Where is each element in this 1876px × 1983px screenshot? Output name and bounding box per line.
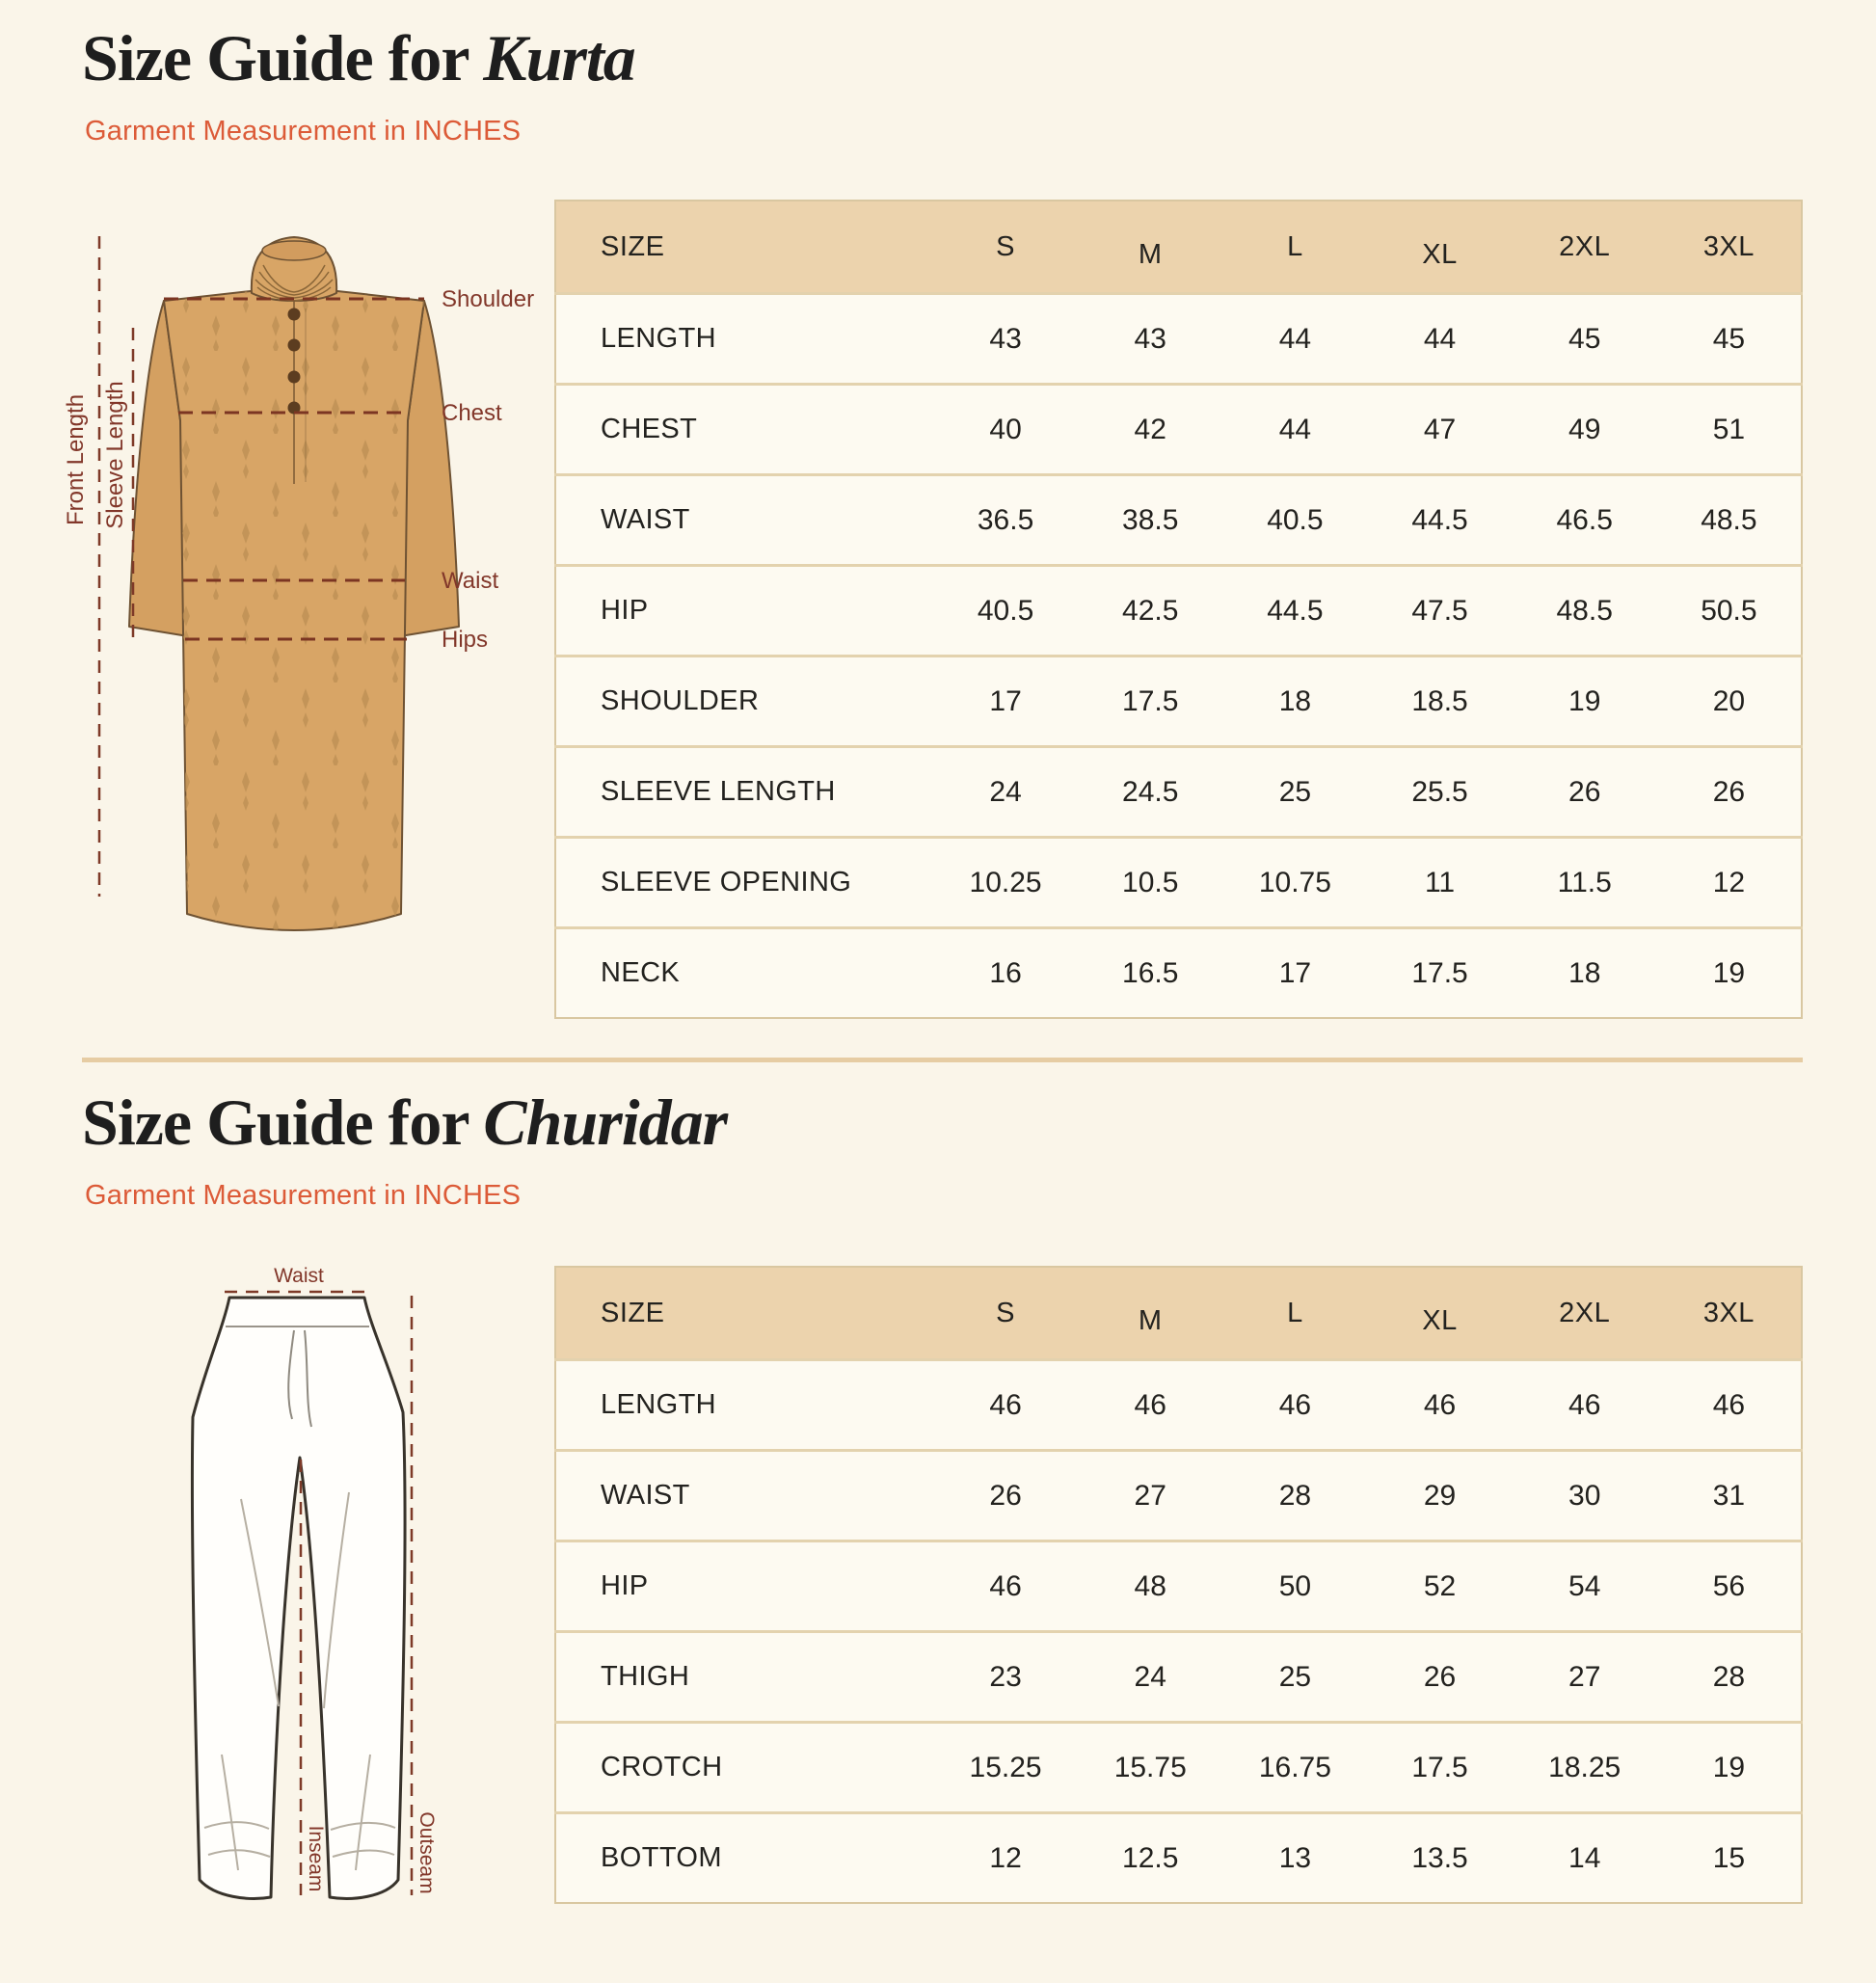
table-row	[555, 928, 1802, 1019]
size-value-cell: 19	[1513, 657, 1657, 747]
size-value-cell: 46	[1078, 1360, 1222, 1451]
table-row	[555, 385, 1802, 475]
size-value-cell: 26	[1367, 1632, 1512, 1723]
size-value-cell: 50.5	[1657, 566, 1802, 657]
waist-label: Waist	[442, 568, 499, 594]
section-divider	[82, 1058, 1803, 1062]
size-value-cell: 44	[1367, 294, 1512, 385]
pants-waist-label: Waist	[274, 1265, 324, 1287]
size-value-cell: 45	[1657, 294, 1802, 385]
size-value-cell: 46	[1367, 1360, 1512, 1451]
row-label: BOTTOM	[555, 1813, 933, 1904]
size-value-cell: 42	[1078, 385, 1222, 475]
size-value-cell: 12.5	[1078, 1813, 1222, 1904]
row-label: SLEEVE OPENING	[555, 838, 933, 928]
table-row	[555, 1723, 1802, 1813]
kurta-section-subtitle: Garment Measurement in INCHES	[85, 116, 522, 147]
row-label: CHEST	[555, 385, 933, 475]
size-value-cell: 24	[933, 747, 1078, 838]
size-value-cell: 26	[1657, 747, 1802, 838]
size-value-cell: 51	[1657, 385, 1802, 475]
column-header-2xl	[1513, 201, 1657, 294]
size-value-cell: 46	[1222, 1360, 1367, 1451]
table-row	[555, 1813, 1802, 1904]
row-label: THIGH	[555, 1632, 933, 1723]
size-value-cell: 17	[933, 657, 1078, 747]
size-value-cell: 17.5	[1078, 657, 1222, 747]
size-value-cell: 18.25	[1513, 1723, 1657, 1813]
table-row	[555, 1451, 1802, 1541]
size-value-cell: 10.75	[1222, 838, 1367, 928]
header-label: L	[1287, 1297, 1303, 1328]
size-value-cell: 12	[933, 1813, 1078, 1904]
size-value-cell: 17.5	[1367, 928, 1512, 1019]
column-header-m	[1078, 1267, 1222, 1360]
size-value-cell: 19	[1657, 928, 1802, 1019]
size-column-header	[555, 1267, 933, 1360]
row-label: SLEEVE LENGTH	[555, 747, 933, 838]
size-value-cell: 45	[1513, 294, 1657, 385]
size-value-cell: 17	[1222, 928, 1367, 1019]
header-label: L	[1287, 230, 1303, 262]
size-value-cell: 44.5	[1367, 475, 1512, 566]
size-value-cell: 25.5	[1367, 747, 1512, 838]
size-value-cell: 30	[1513, 1451, 1657, 1541]
column-header-s	[933, 201, 1078, 294]
churidar-section-title	[82, 1085, 728, 1159]
size-value-cell: 48	[1078, 1541, 1222, 1632]
table-row	[555, 294, 1802, 385]
table-row	[555, 566, 1802, 657]
kurta-measurement-diagram	[53, 185, 554, 985]
size-value-cell: 25	[1222, 747, 1367, 838]
size-value-cell: 24	[1078, 1632, 1222, 1723]
size-value-cell: 24.5	[1078, 747, 1222, 838]
size-value-cell: 18	[1513, 928, 1657, 1019]
size-value-cell: 18.5	[1367, 657, 1512, 747]
table-row	[555, 838, 1802, 928]
title-garment-name: Kurta	[483, 21, 635, 94]
header-label: SIZE	[601, 1297, 665, 1328]
size-value-cell: 14	[1513, 1813, 1657, 1904]
inseam-label: Inseam	[305, 1825, 327, 1892]
row-label: WAIST	[555, 1451, 933, 1541]
header-label: XL	[1422, 1304, 1458, 1336]
size-value-cell: 44	[1222, 294, 1367, 385]
size-value-cell: 50	[1222, 1541, 1367, 1632]
column-header-xl	[1367, 1267, 1512, 1360]
column-header-xl	[1367, 201, 1512, 294]
size-value-cell: 28	[1657, 1632, 1802, 1723]
table-row	[555, 1360, 1802, 1451]
row-label: NECK	[555, 928, 933, 1019]
size-value-cell: 43	[1078, 294, 1222, 385]
size-value-cell: 25	[1222, 1632, 1367, 1723]
chest-label: Chest	[442, 400, 502, 426]
size-value-cell: 40.5	[1222, 475, 1367, 566]
size-value-cell: 46.5	[1513, 475, 1657, 566]
header-label: 3XL	[1702, 1297, 1755, 1328]
size-value-cell: 44.5	[1222, 566, 1367, 657]
size-value-cell: 56	[1657, 1541, 1802, 1632]
header-label: M	[1138, 238, 1163, 270]
size-value-cell: 19	[1657, 1723, 1802, 1813]
size-value-cell: 46	[1513, 1360, 1657, 1451]
size-value-cell: 46	[1657, 1360, 1802, 1451]
size-value-cell: 17.5	[1367, 1723, 1512, 1813]
size-value-cell: 28	[1222, 1451, 1367, 1541]
title-text: Size Guide for	[82, 1085, 484, 1159]
header-label: M	[1138, 1304, 1163, 1336]
size-value-cell: 11	[1367, 838, 1512, 928]
size-value-cell: 26	[1513, 747, 1657, 838]
row-label: HIP	[555, 566, 933, 657]
header-label: S	[996, 1297, 1015, 1328]
size-value-cell: 42.5	[1078, 566, 1222, 657]
size-value-cell: 43	[933, 294, 1078, 385]
size-value-cell: 16	[933, 928, 1078, 1019]
title-text: Size Guide for	[82, 21, 484, 94]
title-garment-name: Churidar	[483, 1085, 728, 1159]
size-value-cell: 47	[1367, 385, 1512, 475]
column-header-l	[1222, 201, 1367, 294]
column-header-m	[1078, 201, 1222, 294]
table-row	[555, 1541, 1802, 1632]
row-label: HIP	[555, 1541, 933, 1632]
size-value-cell: 15.25	[933, 1723, 1078, 1813]
size-value-cell: 23	[933, 1632, 1078, 1723]
size-value-cell: 47.5	[1367, 566, 1512, 657]
size-value-cell: 48.5	[1513, 566, 1657, 657]
column-header-2xl	[1513, 1267, 1657, 1360]
size-value-cell: 18	[1222, 657, 1367, 747]
size-value-cell: 44	[1222, 385, 1367, 475]
column-header-3xl	[1657, 201, 1802, 294]
size-value-cell: 16.75	[1222, 1723, 1367, 1813]
header-label: 2XL	[1559, 1297, 1611, 1328]
header-label: 3XL	[1702, 230, 1755, 262]
kurta-fabric-pattern	[159, 281, 448, 956]
size-value-cell: 12	[1657, 838, 1802, 928]
size-value-cell: 54	[1513, 1541, 1657, 1632]
churidar-size-table	[554, 1266, 1803, 1904]
size-value-cell: 46	[933, 1360, 1078, 1451]
size-value-cell: 10.25	[933, 838, 1078, 928]
size-value-cell: 15	[1657, 1813, 1802, 1904]
column-header-l	[1222, 1267, 1367, 1360]
size-value-cell: 26	[933, 1451, 1078, 1541]
size-value-cell: 15.75	[1078, 1723, 1222, 1813]
churidar-pants	[192, 1298, 405, 1898]
size-value-cell: 11.5	[1513, 838, 1657, 928]
size-value-cell: 29	[1367, 1451, 1512, 1541]
front-length-label: Front Length	[63, 393, 89, 526]
row-label: LENGTH	[555, 1360, 933, 1451]
size-value-cell: 31	[1657, 1451, 1802, 1541]
table-row	[555, 657, 1802, 747]
row-label: CROTCH	[555, 1723, 933, 1813]
header-label: SIZE	[601, 230, 665, 262]
kurta-size-table	[554, 200, 1803, 1019]
header-label: 2XL	[1559, 230, 1611, 262]
kurta-collar	[252, 237, 336, 301]
size-value-cell: 10.5	[1078, 838, 1222, 928]
outseam-label: Outseam	[415, 1811, 438, 1894]
header-row	[555, 201, 1802, 294]
size-value-cell: 49	[1513, 385, 1657, 475]
hips-label: Hips	[442, 627, 489, 653]
size-value-cell: 16.5	[1078, 928, 1222, 1019]
size-value-cell: 13	[1222, 1813, 1367, 1904]
table-row	[555, 747, 1802, 838]
size-value-cell: 38.5	[1078, 475, 1222, 566]
size-value-cell: 13.5	[1367, 1813, 1512, 1904]
row-label: LENGTH	[555, 294, 933, 385]
row-label: SHOULDER	[555, 657, 933, 747]
size-value-cell: 20	[1657, 657, 1802, 747]
size-value-cell: 52	[1367, 1541, 1512, 1632]
size-value-cell: 27	[1078, 1451, 1222, 1541]
churidar-section-subtitle: Garment Measurement in INCHES	[85, 1180, 522, 1211]
header-label: S	[996, 230, 1015, 262]
size-value-cell: 40	[933, 385, 1078, 475]
churidar-measurement-diagram	[96, 1253, 501, 1947]
table-row	[555, 1632, 1802, 1723]
size-value-cell: 46	[933, 1541, 1078, 1632]
column-header-3xl	[1657, 1267, 1802, 1360]
kurta-section-title	[82, 21, 635, 94]
row-label: WAIST	[555, 475, 933, 566]
table-row	[555, 475, 1802, 566]
sleeve-length-label: Sleeve Length	[102, 381, 128, 529]
size-value-cell: 27	[1513, 1632, 1657, 1723]
size-value-cell: 36.5	[933, 475, 1078, 566]
size-value-cell: 40.5	[933, 566, 1078, 657]
size-column-header	[555, 201, 933, 294]
size-value-cell: 48.5	[1657, 475, 1802, 566]
header-row	[555, 1267, 1802, 1360]
header-label: XL	[1422, 238, 1458, 270]
column-header-s	[933, 1267, 1078, 1360]
shoulder-label: Shoulder	[442, 286, 535, 312]
